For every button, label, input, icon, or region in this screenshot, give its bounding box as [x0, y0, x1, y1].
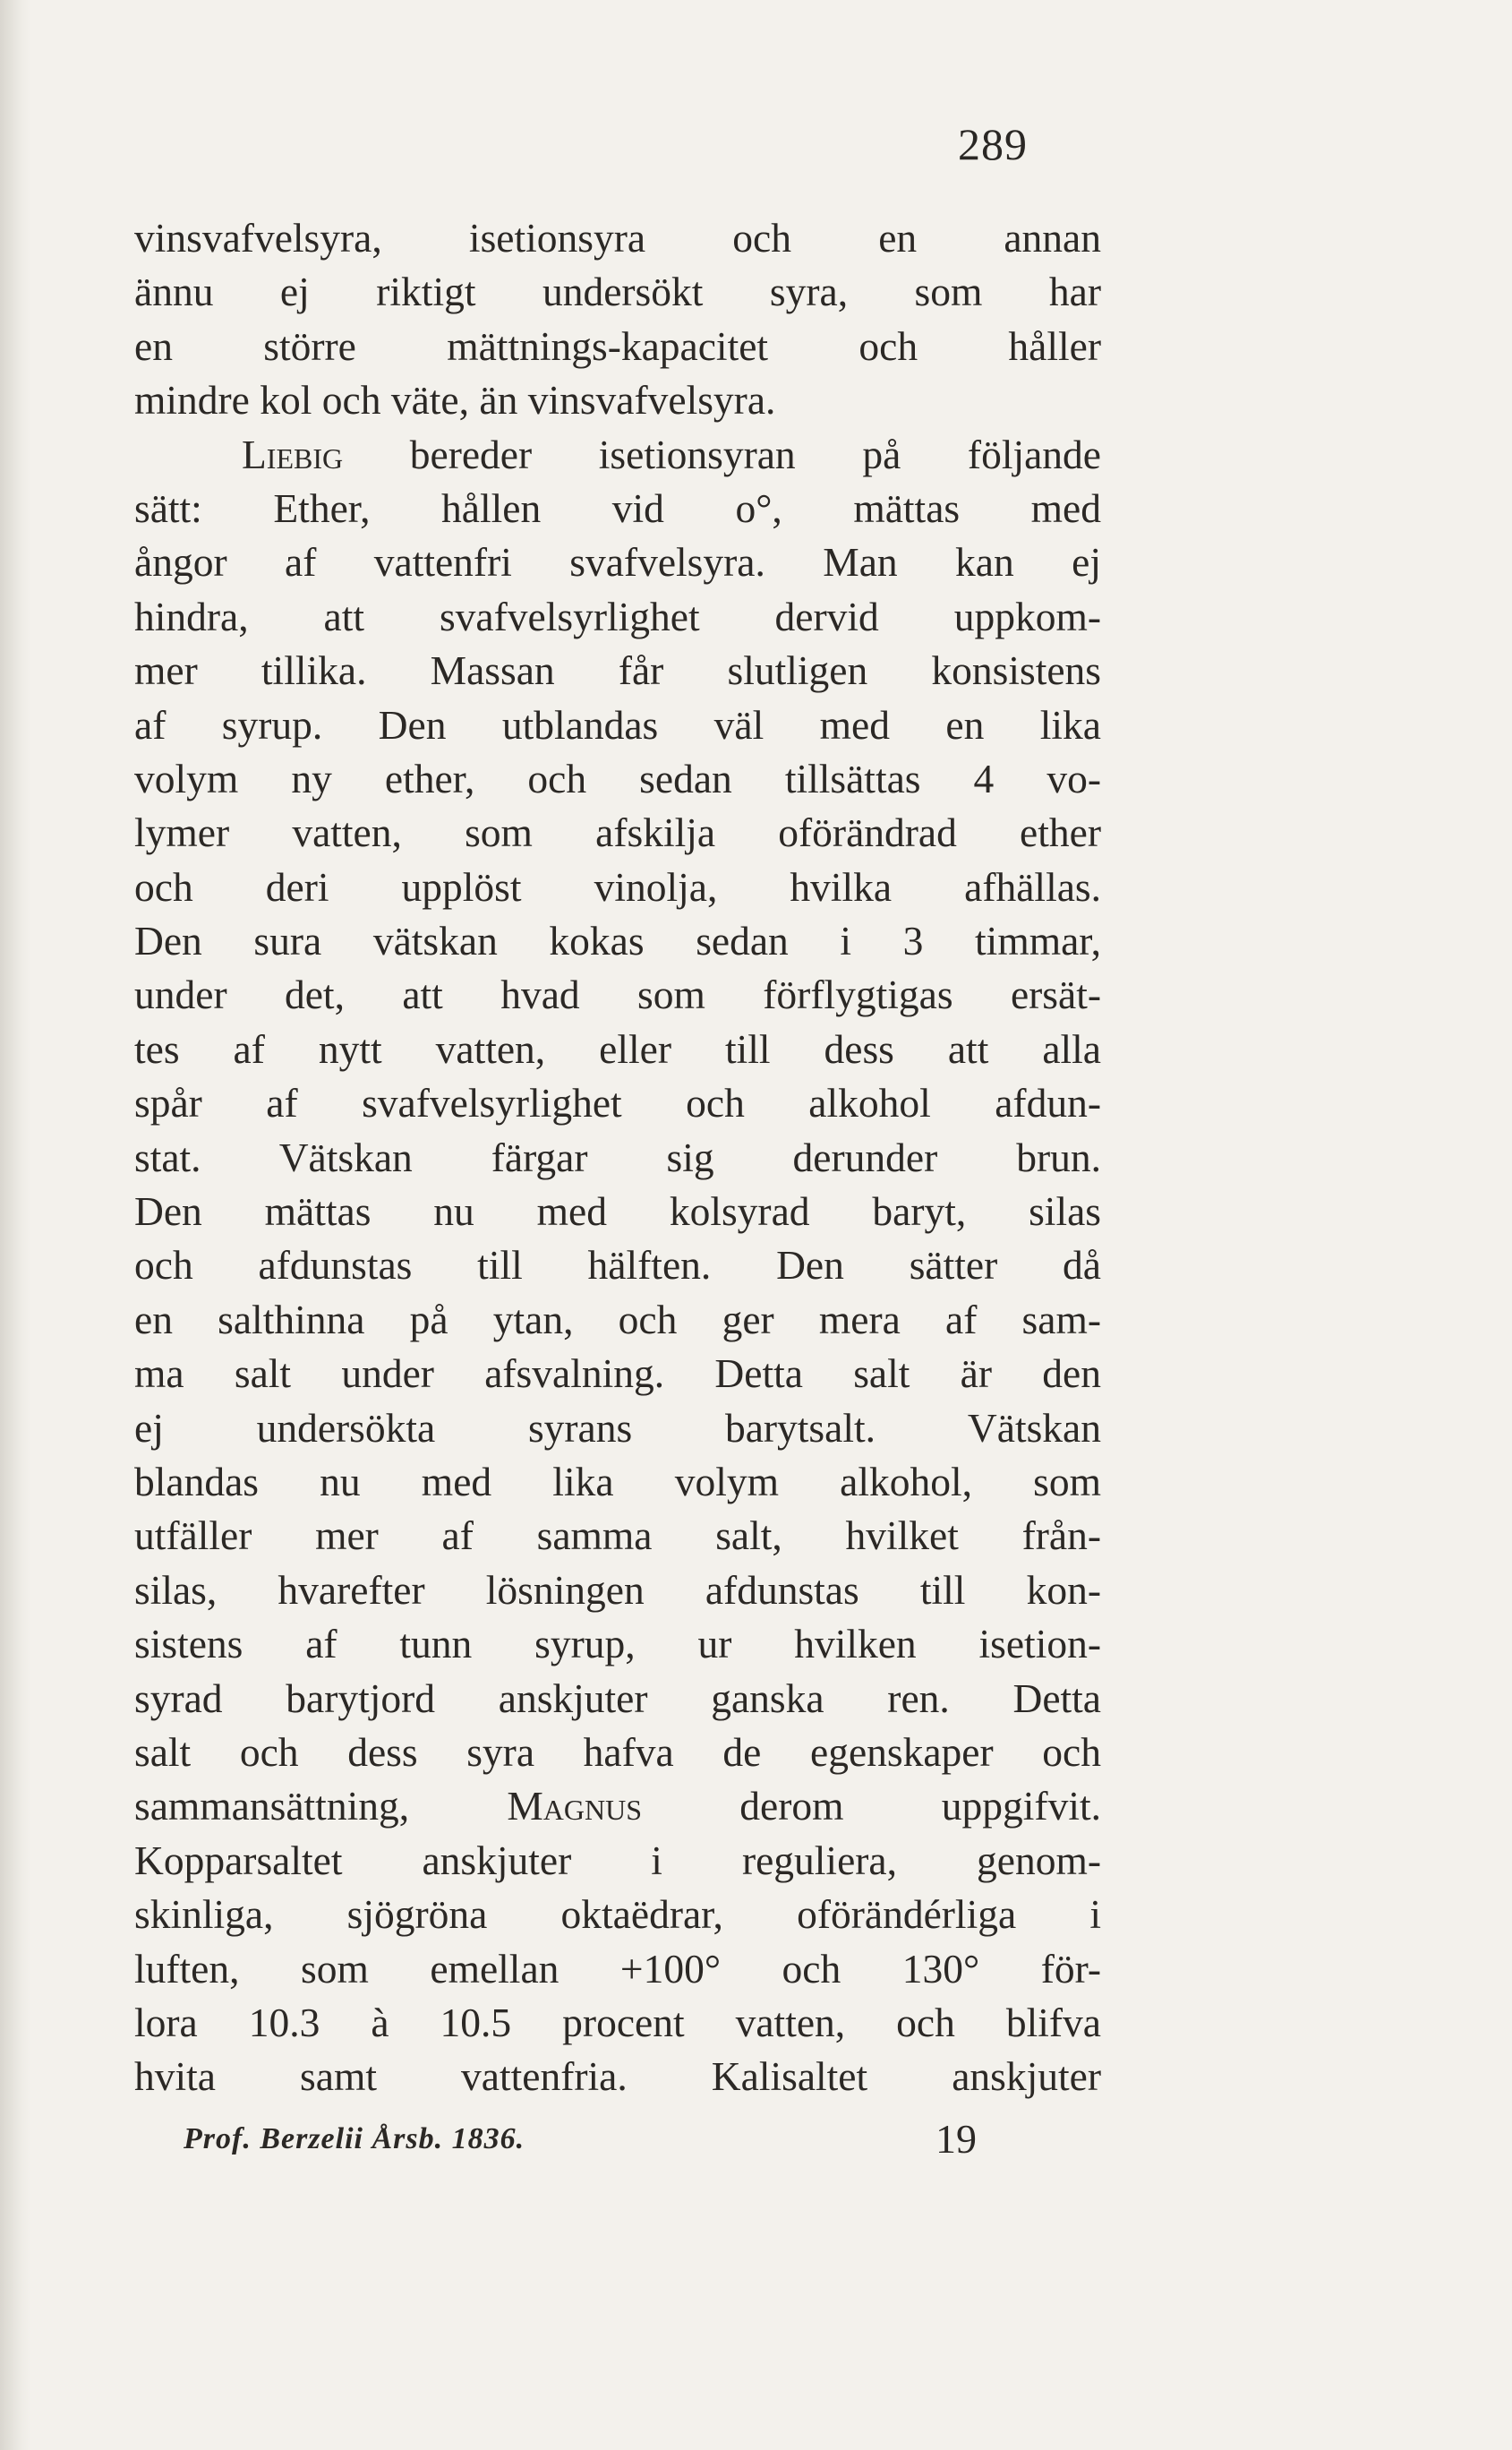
text-line: [134, 373, 1101, 427]
text-line: [134, 1563, 1101, 1617]
text-run: luften, som emellan +100° och 130° för-: [134, 1945, 1101, 1992]
text-line: [134, 806, 1101, 860]
text-line: [134, 644, 1101, 698]
text-run: en större mättnings-kapacitet och håller: [134, 322, 1101, 369]
text-run: skinliga, sjögröna oktaëdrar, oförändérliga i: [134, 1891, 1101, 1938]
text-line: [134, 752, 1101, 806]
text-line: [134, 1076, 1101, 1130]
text-run: ej undersökta syrans barytsalt. Vätskan: [134, 1404, 1101, 1451]
text-line: [134, 1779, 1101, 1833]
text-line: [134, 590, 1101, 644]
text-run: salt och dess syra hafva de egenskaper och: [134, 1728, 1101, 1775]
text-line: [134, 1401, 1101, 1455]
text-line: [134, 211, 1101, 265]
text-line: [134, 1672, 1101, 1726]
text-line: [134, 914, 1101, 968]
text-line: [134, 698, 1101, 752]
text-line: [134, 1617, 1101, 1671]
text-line: [134, 1942, 1101, 1996]
text-line: [134, 1726, 1101, 1779]
text-line: [134, 428, 1101, 482]
text-line: [134, 1834, 1101, 1888]
text-run: silas, hvarefter lösningen afdunstas till kon-: [134, 1566, 1101, 1613]
text-run: under det, att hvad som förflygtigas ersät-: [134, 972, 1101, 1018]
text-run: en salthinna på ytan, och ger mera af sam-: [134, 1296, 1101, 1342]
text-run: ännu ej riktigt undersökt syra, som har: [134, 269, 1101, 315]
text-run: volym ny ether, och sedan tillsättas 4 vo-: [134, 755, 1101, 801]
text-run: syrad barytjord anskjuter ganska ren. Detta: [134, 1675, 1101, 1721]
body-text: [134, 211, 1101, 2104]
text-line: [134, 1293, 1101, 1347]
text-line: [134, 1509, 1101, 1563]
text-line: [134, 1238, 1101, 1292]
text-line: [134, 320, 1101, 373]
text-line: [134, 1131, 1101, 1185]
text-run: hvita samt vattenfria. Kalisaltet anskjuter: [134, 2053, 1101, 2100]
text-run: lora 10.3 à 10.5 procent vatten, och blifva: [134, 1999, 1101, 2045]
text-line: [134, 2050, 1101, 2103]
text-run: Kopparsaltet anskjuter i reguliera, genom-: [134, 1837, 1101, 1883]
text-line: [134, 482, 1101, 535]
text-line: [134, 1888, 1101, 1941]
page-number: 289: [958, 119, 1028, 169]
text-run: och afdunstas till hälften. Den sätter då: [134, 1242, 1101, 1289]
text-line: [134, 535, 1101, 589]
author-name: Magnus: [507, 1783, 643, 1829]
running-footer-title: Prof. Berzelii Årsb. 1836.: [184, 2122, 525, 2155]
text-run: derom uppgifvit.: [642, 1783, 1101, 1829]
text-run: hindra, att svafvelsyrlighet dervid uppkom-: [134, 593, 1101, 639]
text-run: sätt: Ether, hållen vid o°, mättas med: [134, 484, 1101, 531]
text-run: bereder isetionsyran på följande: [343, 431, 1101, 477]
author-name: Liebig: [242, 431, 344, 477]
text-line: [134, 1347, 1101, 1401]
text-line: [134, 1185, 1101, 1238]
text-line: [134, 265, 1101, 319]
text-line: [134, 1455, 1101, 1509]
text-line: [134, 968, 1101, 1022]
text-line: [134, 861, 1101, 914]
text-run: ångor af vattenfri svafvelsyra. Man kan ej: [134, 539, 1101, 586]
text-run: af syrup. Den utblandas väl med en lika: [134, 701, 1101, 748]
text-line: [134, 1023, 1101, 1076]
text-run: och deri upplöst vinolja, hvilka afhällas.: [134, 863, 1101, 910]
text-run: mer tillika. Massan får slutligen konsistens: [134, 647, 1101, 694]
text-run: lymer vatten, som afskilja oförändrad ether: [134, 810, 1101, 856]
page-footer: [184, 2115, 989, 2169]
text-run: stat. Vätskan färgar sig derunder brun.: [134, 1134, 1101, 1180]
text-run: sammansättning,: [134, 1783, 508, 1829]
signature-mark: 19: [935, 2116, 977, 2162]
text-line: [134, 1996, 1101, 2050]
text-run: Den sura vätskan kokas sedan i 3 timmar,: [134, 918, 1101, 964]
text-run: vinsvafvelsyra, isetionsyra och en annan: [134, 215, 1101, 261]
text-run: ma salt under afsvalning. Detta salt är den: [134, 1350, 1101, 1397]
text-run: Den mättas nu med kolsyrad baryt, silas: [134, 1188, 1101, 1235]
text-run: utfäller mer af samma salt, hvilket från-: [134, 1512, 1101, 1559]
text-run: blandas nu med lika volym alkohol, som: [134, 1458, 1101, 1504]
text-run: mindre kol och väte, än vinsvafvelsyra.: [134, 377, 776, 424]
text-run: spår af svafvelsyrlighet och alkohol afdun-: [134, 1080, 1101, 1126]
text-run: tes af nytt vatten, eller till dess att alla: [134, 1025, 1101, 1072]
text-run: sistens af tunn syrup, ur hvilken isetion-: [134, 1621, 1101, 1667]
